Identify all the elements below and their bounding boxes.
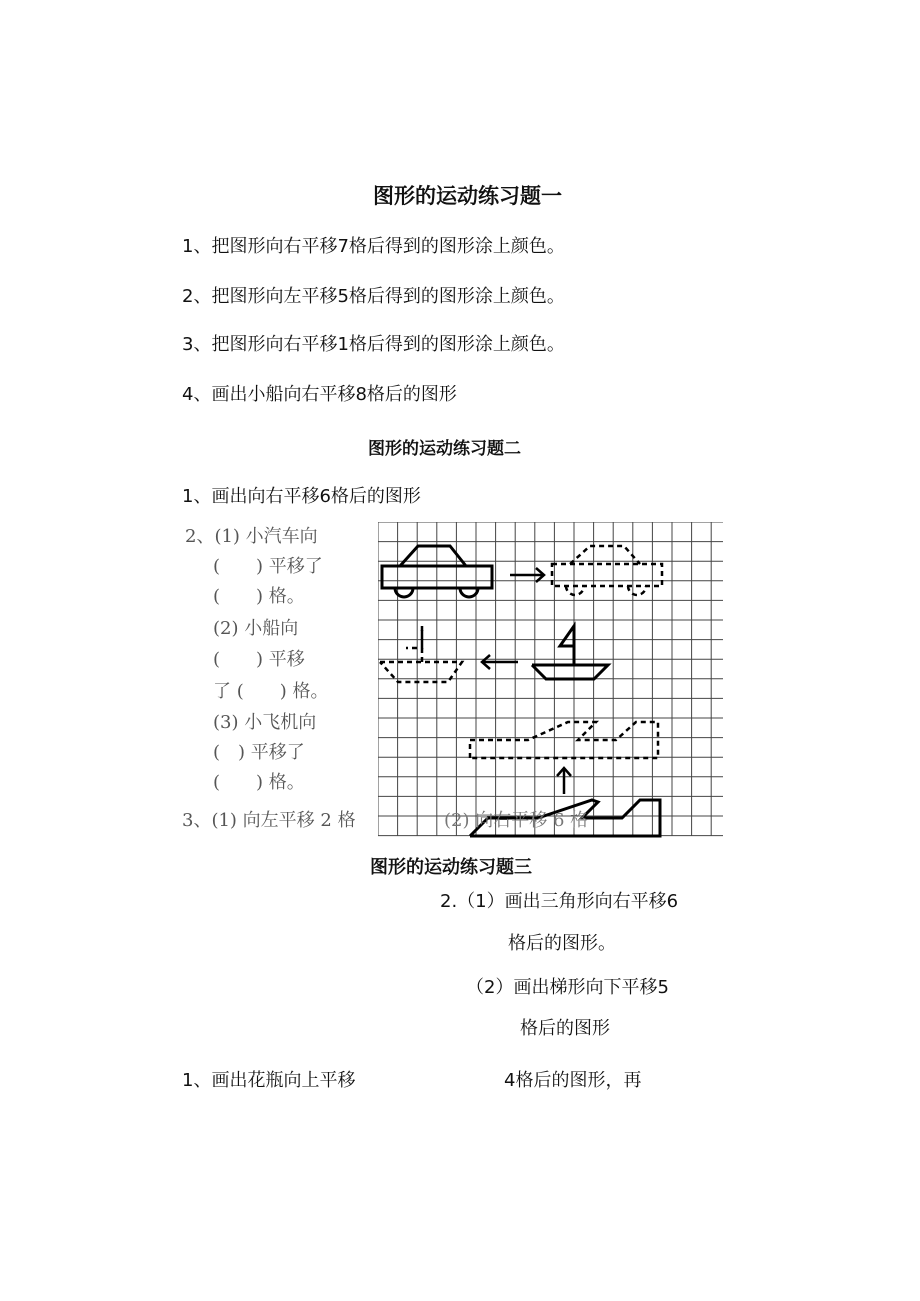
section3-q2-line-1: 2.（1）画出三角形向右平移6: [440, 891, 679, 912]
section1-question-3: 3、把图形向右平移1格后得到的图形涂上颜色。: [182, 334, 565, 355]
arrow-left-icon: [482, 655, 518, 669]
section2-q2-line-3: ( ) 格。: [213, 586, 305, 607]
section1-title: 图形的运动练习题一: [373, 184, 562, 208]
boat-original-shape: [532, 626, 608, 679]
section2-q3-left: 3、(1) 向左平移 2 格: [182, 810, 356, 831]
section3-q1-left: 1、画出花瓶向上平移: [182, 1070, 356, 1091]
section3-q2-line-3: （2）画出梯形向下平移5: [466, 977, 669, 998]
section2-q2-line-4: (2) 小船向: [213, 618, 299, 639]
section3-q2-line-2: 格后的图形。: [508, 933, 616, 954]
section1-question-4: 4、画出小船向右平移8格后的图形: [182, 384, 457, 405]
section2-q2-line-6: 了 ( ) 格。: [213, 681, 329, 702]
section2-q2-line-9: ( ) 格。: [213, 772, 305, 793]
boat-translated-shape: [380, 626, 462, 682]
section2-q2-line-1: 2、(1) 小汽车向: [185, 526, 318, 547]
section2-title: 图形的运动练习题二: [368, 439, 521, 459]
section2-q2-line-5: ( ) 平移: [213, 649, 305, 670]
section3-title: 图形的运动练习题三: [370, 857, 532, 878]
section1-question-2: 2、把图形向左平移5格后得到的图形涂上颜色。: [182, 286, 565, 307]
plane-translated-shape: [470, 722, 658, 758]
car-translated-shape: [552, 546, 662, 595]
arrow-up-icon: [557, 768, 571, 794]
section2-q2-line-2: ( ) 平移了: [213, 556, 323, 577]
translation-grid-figure: [378, 522, 728, 840]
section1-question-1: 1、把图形向右平移7格后得到的图形涂上颜色。: [182, 236, 565, 257]
section2-q2-line-8: ( ) 平移了: [213, 742, 305, 763]
section2-question-1: 1、画出向右平移6格后的图形: [182, 486, 421, 507]
section2-q2-line-7: (3) 小飞机向: [213, 712, 317, 733]
section3-q1-right: 4格后的图形，再: [504, 1070, 642, 1091]
section2-q3-right: (2) 向右平移 6 格: [444, 810, 589, 831]
section3-q2-line-4: 格后的图形: [520, 1018, 610, 1039]
